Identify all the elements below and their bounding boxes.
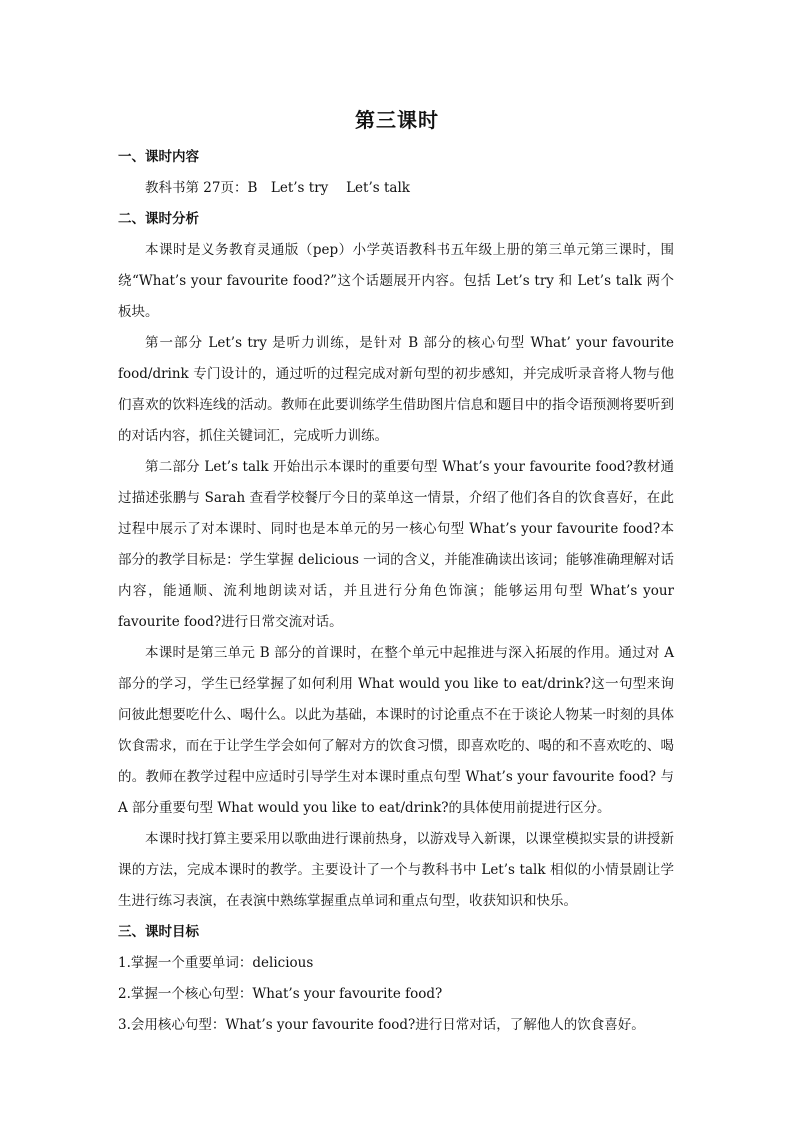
- section-heading-content: 一、课时内容: [118, 149, 199, 165]
- textbook-reference: 教科书第 27页：B Let’s try Let’s talk: [145, 180, 410, 196]
- document-body: [118, 142, 674, 1041]
- analysis-paragraph-4: 本课时是第三单元 B 部分的首课时，在整个单元中起推进与深入拓展的作用。通过对 A 部分的学习，学生已经掌握了如何利用 What would you like to eat/drink?这一句型来询问彼此想要吃什么、喝什么。以此为基础，本课时的讨论重点不在于谈论人物某一时刻的具体饮食需求，而在于让学生学会如何了解对方的饮食习惯，即喜欢吃的、喝的和不喜欢吃的、喝的。教师在教学过程中应适时引导学生对本课时重点句型 What’s your favourite food? 与 A 部分重要句型 What would you like to eat/drink?的具体使用前提进行区分。: [118, 645, 674, 816]
- analysis-paragraph-1: 本课时是义务教育灵通版（pep）小学英语教科书五年级上册的第三单元第三课时，围绕“What’s your favourite food?”这个话题展开内容。包括 Let’s try 和 Let’s talk 两个板块。: [118, 242, 674, 320]
- page-title: 第三课时: [355, 108, 439, 132]
- analysis-paragraph-3: 第二部分 Let’s talk 开始出示本课时的重要句型 What’s your favourite food?教材通过描述张鹏与 Sarah 查看学校餐厅今日的菜单这一情景，介绍了他们各自的饮食喜好，在此过程中展示了对本课时、同时也是本单元的另一核心句型 What’s your favourite food?本部分的教学目标是：学生掌握 delicious 一词的含义，并能准确读出该词；能够准确理解对话内容，能通顺、流利地朗读对话，并且进行分角色饰演；能够运用句型 What’s your favourite food?进行日常交流对话。: [118, 459, 674, 630]
- section-heading-goals: 三、课时目标: [118, 924, 199, 940]
- goal-item-2: 2.掌握一个核心句型：What’s your favourite food?: [118, 986, 443, 1002]
- section-heading-analysis: 二、课时分析: [118, 211, 199, 227]
- goal-item-3: 3.会用核心句型：What’s your favourite food?进行日常对话，了解他人的饮食喜好。: [118, 1017, 645, 1033]
- analysis-paragraph-2: 第一部分 Let’s try 是听力训练，是针对 B 部分的核心句型 What’ your favourite food/drink 专门设计的，通过听的过程完成对新句型的初步感知，并完成听录音将人物与他们喜欢的饮料连线的活动。教师在此要训练学生借助图片信息和题目中的指令语预测将要听到的对话内容，抓住关键词汇，完成听力训练。: [118, 335, 674, 444]
- analysis-paragraph-5: 本课时找打算主要采用以歌曲进行课前热身，以游戏导入新课，以课堂模拟实景的讲授新课的方法，完成本课时的教学。主要设计了一个与教科书中 Let’s talk 相似的小情景剧让学生进行练习表演，在表演中熟练掌握重点单词和重点句型，收获知识和快乐。: [118, 831, 674, 909]
- goal-item-1: 1.掌握一个重要单词：delicious: [118, 955, 314, 971]
